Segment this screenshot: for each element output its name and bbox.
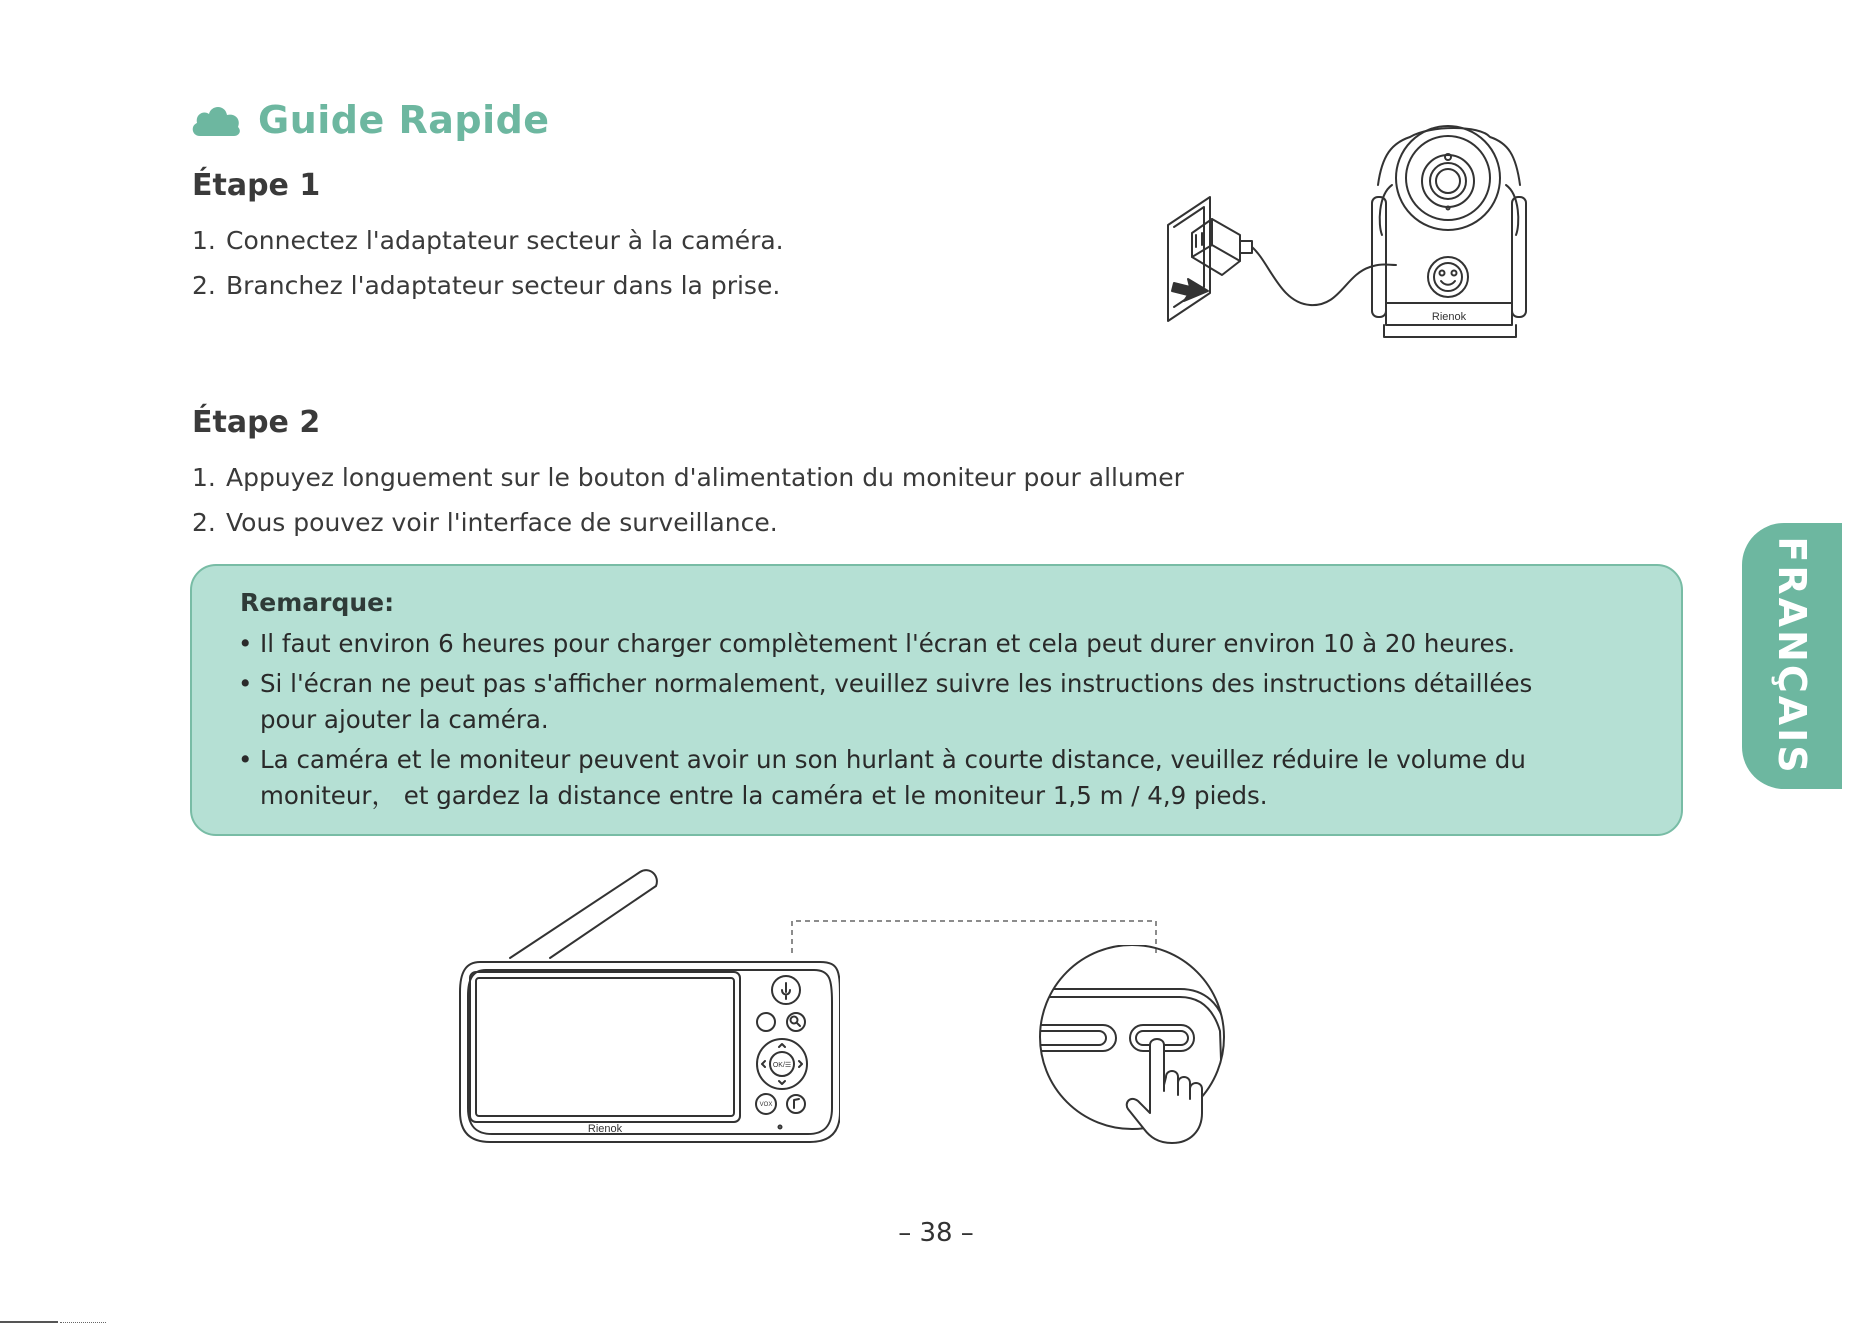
list-item: 1. Connectez l'adaptateur secteur à la caméra. [192,226,784,255]
monitor-illustration [440,862,840,1152]
list-item: 1. Appuyez longuement sur le bouton d'alimentation du moniteur pour allumer [192,463,1184,492]
footer-dots [60,1322,106,1323]
power-led [779,1126,782,1129]
antenna [510,870,657,958]
camera-brand: Rienok [1431,311,1467,323]
list-item: 2. Vous pouvez voir l'interface de surveillance. [192,508,778,537]
step2-list [192,455,1184,545]
language-tab [1742,523,1842,789]
side-slot [1020,1025,1116,1051]
page-title: Guide Rapide [258,98,550,142]
monitor-brand: Rienok [587,1123,623,1135]
step1-list [192,218,784,308]
monitor-screen [470,972,740,1122]
camera-switch-icon [757,1013,775,1031]
power-cable [1252,247,1396,305]
note-list [238,626,1638,818]
footer-rule [0,1321,58,1323]
camera-device [1372,126,1526,337]
power-adapter [1192,219,1252,275]
list-item: • Il faut environ 6 heures pour charger complètement l'écran et cela peut durer environ 10 à 20 heures. [238,629,1516,658]
list-item: • Si l'écran ne peut pas s'afficher normalement, veuillez suivre les instructions des instructions détaillées pour ajouter la caméra. [238,669,1533,734]
cloud-icon [190,100,242,140]
ok-label: OK/☰ [772,1062,792,1069]
vox-label: VOX [759,1102,773,1108]
page-header [190,98,550,142]
music-icon [787,1095,805,1113]
language-tab-label: FRANÇAIS [1770,536,1814,776]
step2-heading: Étape 2 [192,405,321,440]
step1-heading: Étape 1 [192,168,321,203]
list-item: 2. Branchez l'adaptateur secteur dans la prise. [192,271,781,300]
note-box [190,564,1683,836]
power-button-detail [1020,945,1240,1145]
note-title: Remarque: [240,588,395,617]
camera-plug-illustration [1160,115,1550,340]
list-item: • La caméra et le moniteur peuvent avoir un son hurlant à courte distance, veuillez réduire le volume du moniteur， et gardez la distance entre la caméra et le moniteur 1,5 m / 4,9 pieds. [238,745,1526,810]
page-number: – 38 – [898,1218,974,1248]
